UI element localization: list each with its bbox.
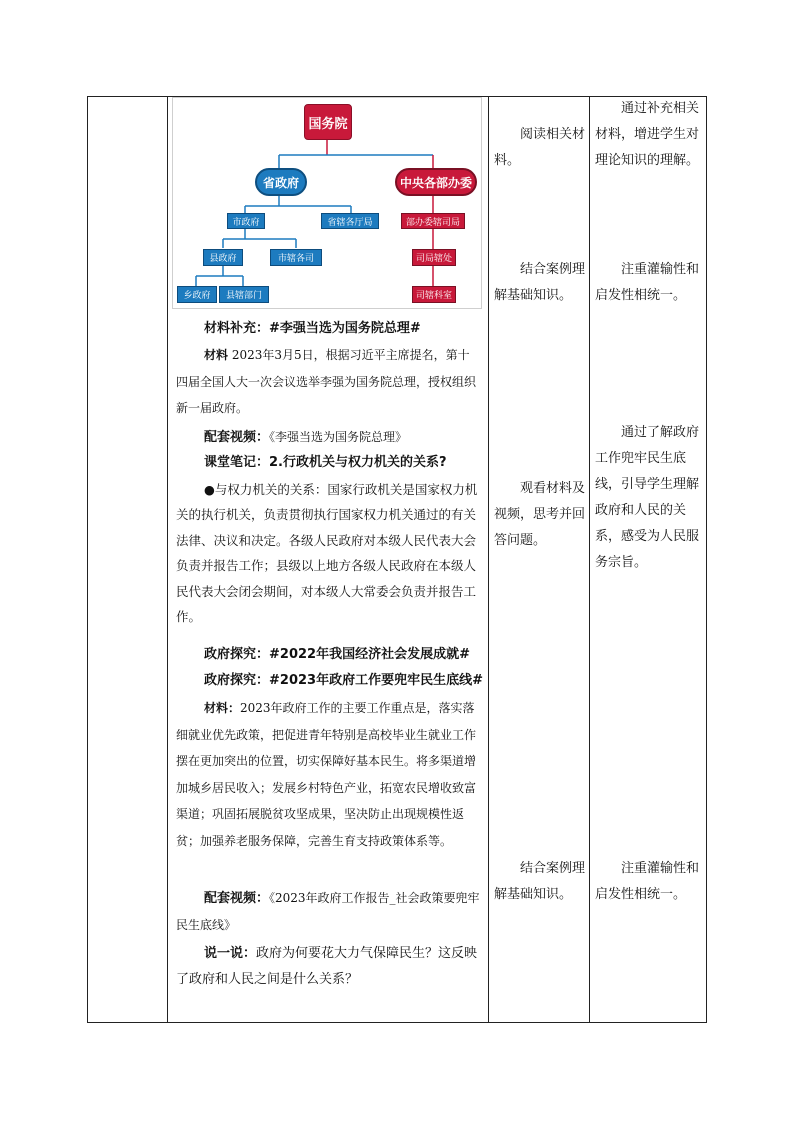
material1-label: 材料 [204,348,229,362]
table-col-border-1 [87,96,88,1023]
material1-paragraph [176,342,480,422]
org-node-state-council: 国务院 [304,104,352,140]
intent-cell-1: 通过补充相关材料，增进学生对理论知识的理解。 [595,101,700,168]
material2-paragraph [176,695,480,854]
video1-title: 《李强当选为国务院总理》 [269,430,408,444]
org-node-division-office: 司局辖处 [412,249,456,266]
explore2-title: #2023年政府工作要兜牢民生底线# [269,673,483,688]
activity-cell-2: 结合案例理解基础知识。 [494,262,586,303]
notes-line [176,450,480,476]
video2-paragraph [176,885,480,939]
video2-label: 配套视频： [204,891,270,906]
org-node-township-gov: 乡政府 [177,286,217,303]
table-col-border-3 [488,96,489,1023]
video1-label: 配套视频： [204,430,270,445]
discuss-paragraph [176,941,480,993]
table-col-border-5 [706,96,707,1023]
org-node-county-gov: 县政府 [203,249,243,266]
relation-paragraph: ●与权力机关的关系：国家行政机关是国家权力机关的执行机关，负责贯彻执行国家权力机关通过的有关法律、决议和决定。各级人民政府对本级人民代表大会负责并报告工作；县级以上地方各级人民政府在本级人民代表大会闭会期间，对本级人大常委会负责并报告工作。 [176,482,478,625]
org-chart [172,97,482,309]
activity-cell-1: 阅读相关材料。 [494,127,586,168]
material2-label: 材料： [204,701,241,715]
org-node-provincial-bureau: 省辖各厅局 [321,213,379,229]
explore2-label: 政府探究： [204,673,270,688]
material1-text: 2023年3月5日，根据习近平主席提名，第十四届全国人大一次会议选举李强为国务院总理，授权组织新一届政府。 [176,348,477,415]
supplement-line [176,316,480,342]
discuss-label: 说一说： [204,946,257,961]
activity-cell-3: 观看材料及视频，思考并回答问题。 [494,481,586,548]
table-col-border-4 [589,96,590,1023]
explore1-line [176,642,480,668]
intent-cell-4: 注重灌输性和启发性相统一。 [595,861,700,902]
table-col-border-2 [167,96,168,1023]
supplement-label: 材料补充： [204,321,270,336]
notes-label: 课堂笔记： [204,455,270,470]
org-node-central-departments: 中央各部办委 [395,168,477,196]
org-node-office-section: 司辖科室 [412,286,456,303]
table-bottom-border [87,1022,707,1023]
material2-text: 2023年政府工作的主要工作重点是，落实落细就业优先政策，把促进青年特别是高校毕业生就业工作摆在更加突出的位置，切实保障好基本民生。将多渠道增加城乡居民收入；发展乡村特色产业，拓宽农民增收致富渠道；巩固拓展脱贫攻坚成果，坚决防止出现规模性返贫；加强养老服务保障，完善生育支持政策体系等。 [176,701,477,848]
intent-cell-2: 注重灌输性和启发性相统一。 [595,262,700,303]
video2-title: 《2023年政府工作报告_社会政策要兜牢民生底线》 [176,891,480,932]
discuss-text: 政府为何要花大力气保障民生？这反映了政府和人民之间是什么关系？ [176,946,478,987]
org-node-provincial-gov: 省政府 [255,168,307,196]
video1-line [176,424,480,451]
explore2-line [176,668,486,694]
explore1-label: 政府探究： [204,647,270,662]
notes-title: 2.行政机关与权力机关的关系? [269,455,447,470]
org-node-city-gov: 市政府 [227,213,265,229]
activity-cell-4: 结合案例理解基础知识。 [494,861,586,902]
intent-cell-3: 通过了解政府工作兜牢民生底线，引导学生理解政府和人民的关系，感受为人民服务宗旨。 [595,425,700,570]
supplement-title: #李强当选为国务院总理# [269,321,421,336]
org-node-city-division: 市辖各司 [270,249,322,266]
explore1-title: #2022年我国经济社会发展成就# [269,647,470,662]
org-node-county-department: 县辖部门 [219,286,269,303]
org-node-ministry-bureau: 部办委辖司局 [401,213,465,229]
